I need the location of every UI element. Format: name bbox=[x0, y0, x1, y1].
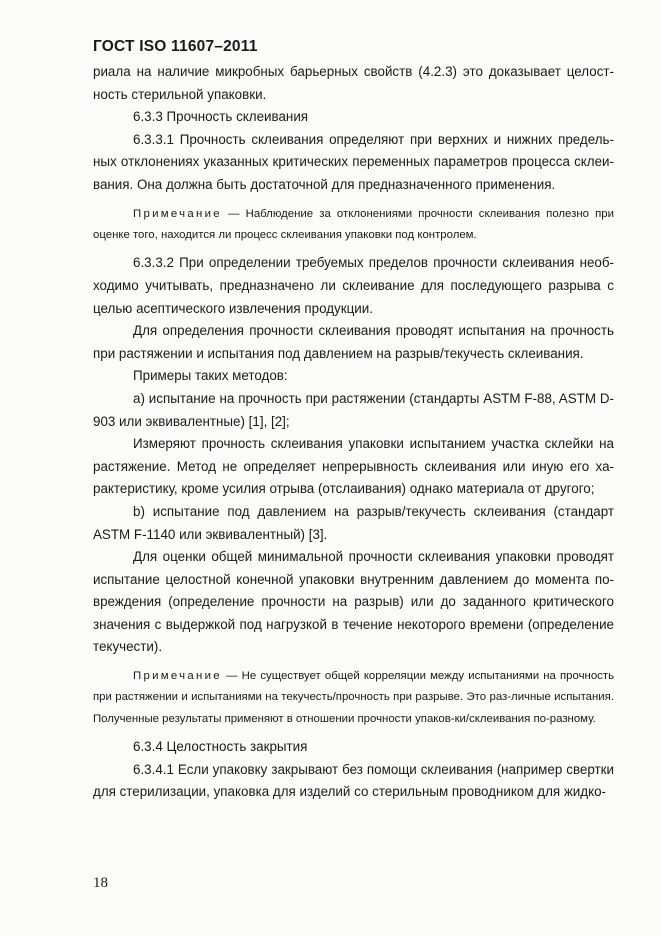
note-text: — Не существует общей корреляции между испытаниями на прочность при растяжении и испытаниями на текучесть/прочность при разрыве. Это раз-личные испытания. Полученные результаты применяют в отношении прочности упаков-ки/склеивания по-разному. bbox=[93, 670, 614, 725]
note-1 bbox=[93, 204, 614, 247]
paragraph-measure: Измеряют прочность склеивания упаковки испытанием участка склейки на растяжение. Метод не определяет непрерывность склеивания или иную его ха-рактеристику, кроме усилия отрыва (отслаивания) однако материала от другого; bbox=[93, 436, 614, 497]
note-label: Примечание bbox=[133, 207, 222, 220]
paragraph-6-3-3-2: 6.3.3.2 При определении требуемых пределов прочности склеивания необ-ходимо учитывать, предназначено ли склеивание для последующего разрыва с целью асептического извлечения продукции. bbox=[93, 255, 614, 316]
paragraph-tests: Для определения прочности склеивания проводят испытания на прочность при растяжении и испытания под давлением на разрыв/текучесть склеивания. bbox=[93, 323, 614, 361]
list-item-a: а) испытание на прочность при растяжении (стандарты ASTM F-88, ASTM D-903 или эквивалентные) [1], [2]; bbox=[93, 390, 614, 429]
note-text: — Наблюдение за отклонениями прочности склеивания полезно при оценке того, находится ли процесс склеивания упаковки под контролем. bbox=[93, 207, 614, 241]
note-2 bbox=[93, 666, 614, 730]
paragraph-examples: Примеры таких методов: bbox=[133, 368, 288, 384]
page-number: 18 bbox=[93, 875, 108, 891]
document-body bbox=[93, 61, 614, 804]
section-heading-6-3-4: 6.3.4 Целостность закрытия bbox=[133, 739, 308, 755]
note-label: Примечание bbox=[133, 670, 222, 683]
page-header-title: ГОСТ ISO 11607–2011 bbox=[93, 38, 258, 55]
section-heading-6-3-3: 6.3.3 Прочность склеивания bbox=[133, 109, 309, 125]
paragraph-6-3-3-1: 6.3.3.1 Прочность склеивания определяют при верхних и нижних предель-ных отклонениях указанных критических переменных параметров процесса склеи-вания. Она должна быть достаточной для предназначенного применения. bbox=[93, 131, 614, 192]
paragraph-overall-strength: Для оценки общей минимальной прочности склеивания упаковки проводят испытание целостной конечной упаковки внутренним давлением до момента по-вреждения (определение прочности на разрыв) или до заданного критического значения с выдержкой под нагрузкой в течение некоторого времени (определение текучести). bbox=[93, 549, 614, 655]
paragraph-6-3-4-1: 6.3.4.1 Если упаковку закрывают без помощи склеивания (например свертки для стерилизации, упаковка для изделий со стерильным проводником для жидко- bbox=[93, 761, 614, 800]
list-item-b: b) испытание под давлением на разрыв/текучесть склеивания (стандарт ASTM F-1140 или эквивалентный) [3]. bbox=[93, 503, 614, 542]
paragraph-continuation: риала на наличие микробных барьерных свойств (4.2.3) это доказывает целост-ность стерильной упаковки. bbox=[93, 64, 614, 102]
